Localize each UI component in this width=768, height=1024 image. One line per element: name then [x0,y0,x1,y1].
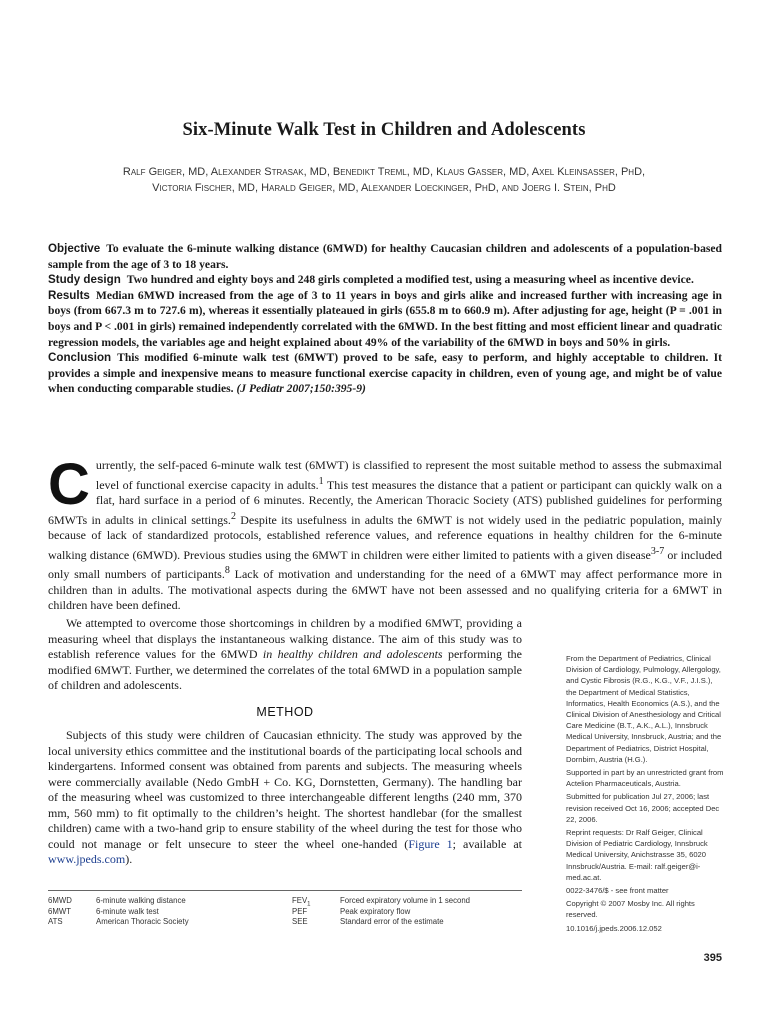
abbreviation-row: 6MWT 6-minute walk test PEF Peak expiratory flow [48,906,411,916]
citation: (J Pediatr 2007;150:395-9) [236,382,366,396]
intro-text: Lack of motivation and understanding for the need of a 6MWT may affect performance more in children than in adults. The motivational aspects during the 6MWT have not been assessed and no qualifying criteria for a 6MWT in children have been defined. [48,567,723,612]
drop-cap: C [48,452,90,517]
page-number: 395 [703,952,722,964]
abstract-results [48,288,722,350]
reference-3-7[interactable]: 3-7 [650,545,665,557]
doi[interactable]: 10.1016/j.jpeds.2006.12.052 [566,923,662,933]
emphasis: in healthy children and adolescents [262,647,443,661]
abstract [48,241,722,397]
abbreviation-divider [48,890,522,891]
conclusion-text: This modified 6-minute walk test (6MWT) proved to be safe, easy to perform, and highly acceptable to children. It provides a simple and inexpensive means to measure functional exercise capacity in children, even of young age, and might be of value when conducting comparable studies. [48,351,722,396]
submission-dates: Submitted for publication Jul 27, 2006; last revision received Oct 16, 2006; accepted Dec 22, 2006. [566,792,720,824]
reference-2[interactable]: 2 [230,510,236,522]
article-title: Six-Minute Walk Test in Children and Adolescents [182,120,586,140]
main-column [48,616,522,868]
affiliation: From the Department of Pediatrics, Clinical Division of Cardiology, Pulmology, Allergology, and Cystic Fibrosis (R.G., K.G., V.F., J.I.S.), the Department of Medical Statistics, Informatics, Health Economics (A.S.), and the Clinical Division of Anesthesiology and Critical Care Medicine (B.T., A.K., A.L.), Innsbruck Medical University, Innsbruck, Austria; and the Department of Pediatrics, District Hospital, Dornbirn, Austria (H.G.). [566,654,722,764]
funding-note: Supported in part by an unrestricted grant from Actelion Pharmaceuticals, Austria. [566,768,724,789]
method-paragraph: Subjects of this study were children of Caucasian ethnicity. The study was approved by the local university ethics committee and the institutional boards of the participating local schools and kindergartens. Informed consent was obtained from parents and subjects. The measuring wheels were commercially available (Nedo GmbH + Co. KG, Dornstetten, Germany). The handling bar of the measuring wheel was customized to three interchangeable different lengths (240 mm, 370 mm, 560 mm) to fit optimally to the children’s height. The shortest handlebar (for the smallest children) came with a two-hand grip to ensure stability of the wheel during the test for those who could not manage or felt unsecure to steer the wheel one-handed (Figure 1; available at www.jpeds.com). [48,728,522,866]
aim-paragraph: We attempted to overcome those shortcomings in children by a modified 6MWT, providing a measuring wheel that displays the instantaneous walking distance. The aim of this study was to establish reference values for the 6MWD in healthy children and adolescents performing the modified 6MWT. Further, we determined the correlates of the total 6MWD in a population sample of children and adolescents. [48,616,522,692]
design-label: Study design [48,273,121,287]
issn: 0022-3476/$ - see front matter [566,886,669,896]
copyright: Copyright © 2007 Mosby Inc. All rights reserved. [566,899,695,920]
results-label: Results [48,288,90,302]
design-text: Two hundred and eighty boys and 248 girls completed a modified test, using a measuring wheel as incentive device. [126,273,694,287]
intro-text: urrently, the self-paced 6-minute walk test (6MWT) is classified to represent the most suitable method to assess the submaximal level of functional exercise capacity in adults. [95,458,722,492]
intro-text: This test measures the distance that a patient or participant can quickly walk on a flat, hard surface in a period of 6 minutes. Recently, the American Thoracic Society (ATS) published guidelines for performing 6MWTs in adults in clinical settings. [48,477,722,527]
method-heading: METHOD [256,704,314,719]
objective-label: Objective [48,242,101,255]
abbreviation-table [48,896,522,928]
intro-text: or included only small numbers of participants. [48,547,722,581]
reference-1[interactable]: 1 [318,475,324,487]
figure-1-link[interactable]: Figure 1 [408,836,453,851]
abstract-objective [48,241,722,272]
intro-text: Despite its usefulness in adults the 6MWT is not widely used in the pediatric population, mainly because of lack of standardized protocols, established reference values, and reference equations in healthy children for the 6-minute walking distance (6MWD). Previous studies using the 6MWT in children were either limited to patients with a given disease [48,512,722,562]
abbreviation-row: 6MWD 6-minute walking distance $FEV_1$ Forced expiratory volume in 1 second [48,896,471,908]
abbreviation-row: ATS American Thoracic Society SEE Standard error of the estimate [48,917,444,926]
sidebar-notes [566,653,724,936]
conclusion-label: Conclusion [48,351,112,365]
objective-text: To evaluate the 6-minute walking distance (6MWD) for healthy Caucasian children and adolescents of a population-based sample from the age of 3 to 18 years. [48,242,722,271]
abstract-conclusion [48,350,722,397]
reprint-requests: Reprint requests: Dr Ralf Geiger, Clinical Division of Pediatric Cardiology, Innsbruck Medical University, Anichstrasse 35, 6020 Innsbruck/Austria. E-mail: ralf.geiger@i-med.ac.at. [566,828,708,882]
reference-8[interactable]: 8 [224,565,230,576]
introduction-paragraph [48,452,723,614]
author-line-2: Victoria Fischer, MD, Harald Geiger, MD, Alexander Loeckinger, PhD, and Joerg I. Stein, PhD [152,182,616,194]
jpeds-link[interactable]: www.jpeds.com [48,852,126,866]
author-list [60,164,708,196]
author-line-1: Ralf Geiger, MD, Alexander Strasak, MD, Benedikt Treml, MD, Klaus Gasser, MD, Axel Kleinsasser, PhD, [122,166,646,178]
abstract-design [48,272,722,288]
results-text: Median 6MWD increased from the age of 3 to 11 years in boys and girls alike and increased further with increasing age in boys (from 667.3 m to 727.6 m), whereas it essentially plateaued in girls (655.8 m to 660.9 m). After adjusting for age, height (P = .001 in boys and P < .001 in girls) remained independently correlated with the 6MWD. In the best fitting and most efficient linear and quadratic regression models, the variables age and height explained about 49% of the variability of the 6MWD in boys and 50% in girls. [48,288,722,349]
